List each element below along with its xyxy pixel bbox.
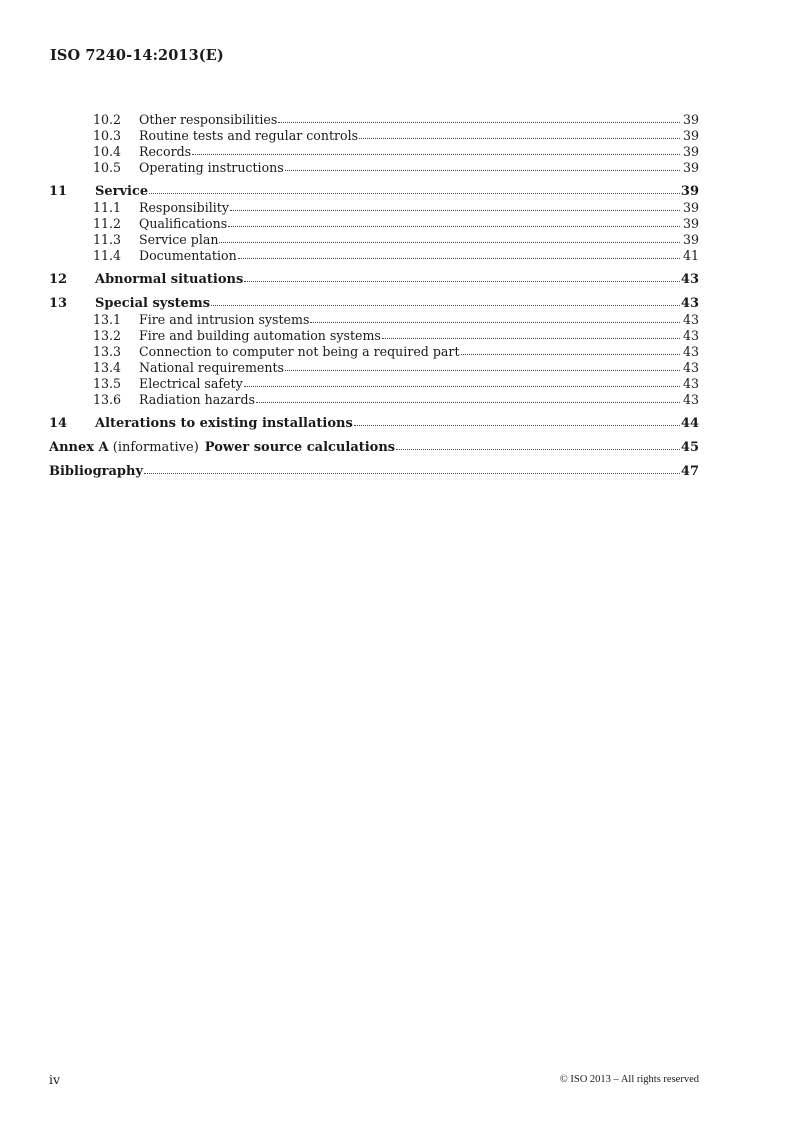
toc-title: Connection to computer not being a required part bbox=[139, 344, 460, 359]
toc-page: 45 bbox=[680, 440, 699, 455]
toc-title: Documentation bbox=[139, 248, 237, 263]
toc-entry-10-3[interactable] bbox=[49, 128, 699, 144]
toc-entry-13-5[interactable] bbox=[49, 376, 699, 392]
toc-entry-annex-a[interactable] bbox=[49, 440, 699, 456]
toc-number: 13.2 bbox=[93, 328, 122, 343]
dot-leader bbox=[244, 376, 680, 387]
dot-leader bbox=[396, 439, 680, 450]
toc-title: Responsibility bbox=[139, 200, 229, 215]
toc-page: 39 bbox=[682, 144, 699, 159]
dot-leader bbox=[359, 128, 680, 139]
toc-entry-13-6[interactable] bbox=[49, 392, 699, 408]
toc-page: 39 bbox=[682, 216, 699, 231]
toc-page: 39 bbox=[682, 200, 699, 215]
dot-leader bbox=[354, 415, 680, 426]
toc-title: Service bbox=[95, 184, 149, 199]
toc-page: 43 bbox=[682, 392, 699, 407]
toc-entry-11-2[interactable] bbox=[49, 216, 699, 232]
toc-entry-11-1[interactable] bbox=[49, 200, 699, 216]
toc-entry-11-4[interactable] bbox=[49, 248, 699, 264]
toc-page: 43 bbox=[682, 344, 699, 359]
toc-number: 12 bbox=[49, 272, 68, 287]
annex-label: Annex A bbox=[49, 440, 109, 455]
toc-entry-13-3[interactable] bbox=[49, 344, 699, 360]
toc-page: 39 bbox=[682, 112, 699, 127]
toc-number: 11.1 bbox=[93, 200, 122, 215]
toc-number: 13.6 bbox=[93, 392, 122, 407]
toc-page: 43 bbox=[680, 272, 699, 287]
toc-title: Operating instructions bbox=[139, 160, 284, 175]
toc-number: 10.3 bbox=[93, 128, 122, 143]
dot-leader bbox=[192, 144, 680, 155]
toc-title: Routine tests and regular controls bbox=[139, 128, 359, 143]
toc-page: 39 bbox=[682, 128, 699, 143]
toc-number: 13.5 bbox=[93, 376, 122, 391]
toc-entry-13-2[interactable] bbox=[49, 328, 699, 344]
toc-page: 43 bbox=[682, 328, 699, 343]
toc-page: 43 bbox=[680, 296, 699, 311]
toc-title: Alterations to existing installations bbox=[95, 416, 353, 431]
dot-leader bbox=[149, 183, 680, 194]
document-id: ISO 7240-14:2013(E) bbox=[50, 47, 224, 64]
toc-title: National requirements bbox=[139, 360, 285, 375]
toc-entry-12[interactable] bbox=[49, 272, 699, 288]
dot-leader bbox=[211, 295, 680, 306]
toc-title: Fire and building automation systems bbox=[139, 328, 381, 343]
dot-leader bbox=[285, 360, 680, 371]
toc-number: 10.4 bbox=[93, 144, 122, 159]
toc-entry-10-2[interactable] bbox=[49, 112, 699, 128]
dot-leader bbox=[230, 200, 680, 211]
toc-entry-13-1[interactable] bbox=[49, 312, 699, 328]
toc-number: 14 bbox=[49, 416, 68, 431]
toc-number: 10.5 bbox=[93, 160, 122, 175]
toc-entry-11[interactable] bbox=[49, 184, 699, 200]
dot-leader bbox=[244, 271, 680, 282]
toc-entry-bibliography[interactable] bbox=[49, 464, 699, 480]
toc-number: 11.3 bbox=[93, 232, 122, 247]
toc-number: 11 bbox=[49, 184, 68, 199]
toc-title: Fire and intrusion systems bbox=[139, 312, 310, 327]
dot-leader bbox=[278, 112, 680, 123]
toc-title: Radiation hazards bbox=[139, 392, 255, 407]
toc-number: 13.1 bbox=[93, 312, 122, 327]
toc-number: 11.4 bbox=[93, 248, 122, 263]
toc-page: 39 bbox=[682, 160, 699, 175]
toc-title: Service plan bbox=[139, 232, 219, 247]
toc-title: Abnormal situations bbox=[95, 272, 244, 287]
toc-title: Power source calculations bbox=[204, 440, 396, 455]
annex-informative: (informative) bbox=[112, 440, 199, 455]
toc-number: 13.4 bbox=[93, 360, 122, 375]
toc-number: 13.3 bbox=[93, 344, 122, 359]
toc-page: 43 bbox=[682, 360, 699, 375]
copyright-notice: © ISO 2013 – All rights reserved bbox=[559, 1074, 699, 1085]
dot-leader bbox=[228, 216, 680, 227]
dot-leader bbox=[461, 344, 680, 355]
dot-leader bbox=[256, 392, 680, 403]
toc-entry-10-4[interactable] bbox=[49, 144, 699, 160]
dot-leader bbox=[219, 232, 680, 243]
toc-entry-10-5[interactable] bbox=[49, 160, 699, 176]
dot-leader bbox=[144, 463, 680, 474]
toc-title: Electrical safety bbox=[139, 376, 243, 391]
toc-page: 43 bbox=[682, 312, 699, 327]
toc-number: 10.2 bbox=[93, 112, 122, 127]
toc-title: Qualifications bbox=[139, 216, 228, 231]
table-of-contents bbox=[49, 112, 699, 480]
dot-leader bbox=[285, 160, 680, 171]
dot-leader bbox=[382, 328, 680, 339]
dot-leader bbox=[310, 312, 680, 323]
toc-entry-14[interactable] bbox=[49, 416, 699, 432]
toc-number: 11.2 bbox=[93, 216, 122, 231]
dot-leader bbox=[238, 248, 680, 259]
toc-page: 47 bbox=[680, 464, 699, 479]
toc-page: 41 bbox=[682, 248, 699, 263]
toc-title: Bibliography bbox=[49, 464, 144, 479]
toc-page: 43 bbox=[682, 376, 699, 391]
toc-page: 39 bbox=[682, 232, 699, 247]
toc-title: Records bbox=[139, 144, 192, 159]
toc-number: 13 bbox=[49, 296, 68, 311]
toc-entry-11-3[interactable] bbox=[49, 232, 699, 248]
toc-entry-13-4[interactable] bbox=[49, 360, 699, 376]
toc-title: Special systems bbox=[95, 296, 211, 311]
page-number: iv bbox=[49, 1072, 61, 1087]
toc-page: 39 bbox=[680, 184, 699, 199]
toc-page: 44 bbox=[680, 416, 699, 431]
toc-title: Other responsibilities bbox=[139, 112, 278, 127]
toc-entry-13[interactable] bbox=[49, 296, 699, 312]
